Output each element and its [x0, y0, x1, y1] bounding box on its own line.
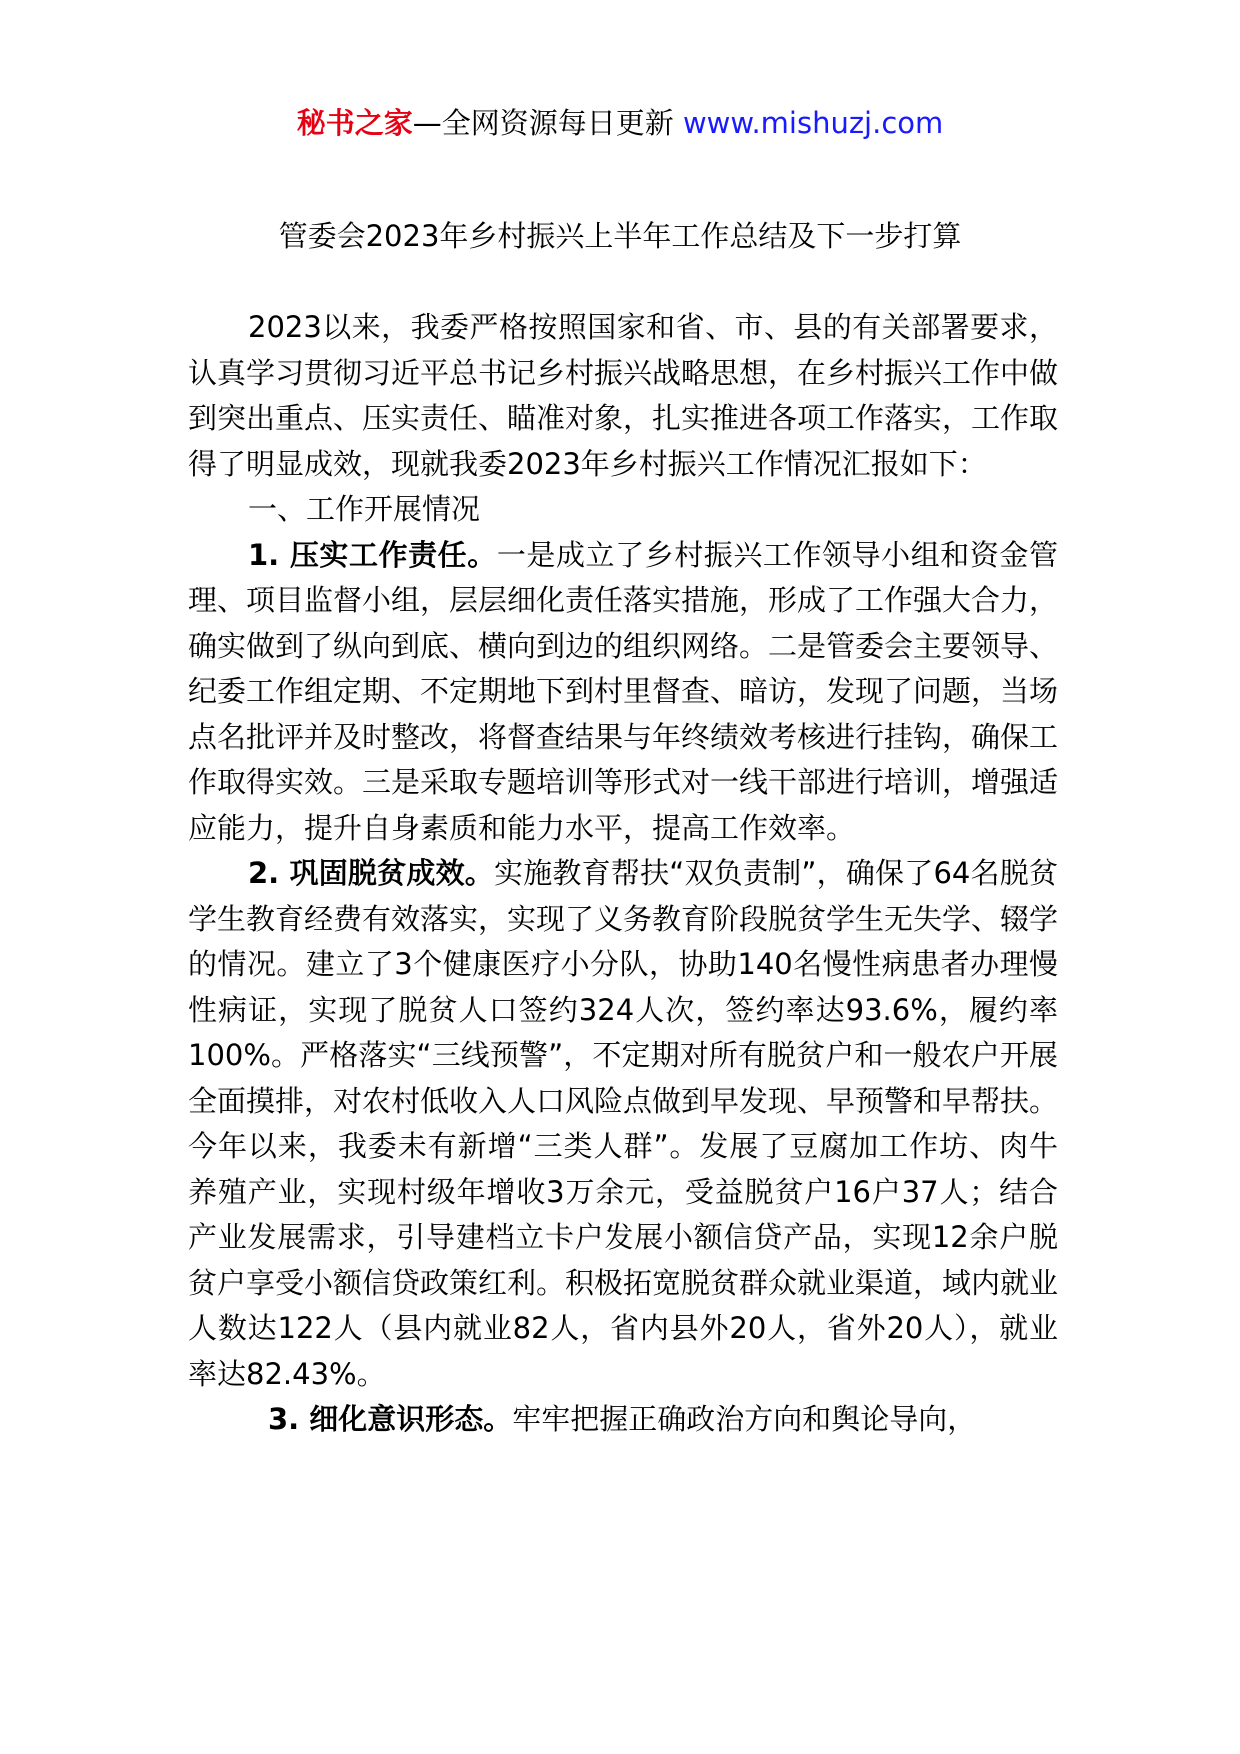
item-1-text: 一是成立了乡村振兴工作领导小组和资金管理、项目监督小组，层层细化责任落实措施，形成了工作强大合力，确实做到了纵向到底、横向到边的组织网络。二是管委会主要领导、纪委工作组定期、不定期地下到村里督查、暗访，发现了问题，当场点名批评并及时整改，将督查结果与年终绩效考核进行挂钩，确保工作取得实效。三是采取专题培训等形式对一线干部进行培训，增强适应能力，提升自身素质和能力水平，提高工作效率。 [188, 537, 1059, 845]
page-header [0, 103, 1240, 143]
item-3-paragraph [188, 1397, 1058, 1443]
header-tagline: —全网资源每日更新 [412, 106, 674, 140]
intro-paragraph: 2023以来，我委严格按照国家和省、市、县的有关部署要求，认真学习贯彻习近平总书记乡村振兴战略思想，在乡村振兴工作中做到突出重点、压实责任、瞄准对象，扎实推进各项工作落实，工作取得了明显成效，现就我委2023年乡村振兴工作情况汇报如下： [188, 310, 1059, 481]
item-2-paragraph [188, 851, 1058, 1397]
item-2-text: 实施教育帮扶“双负责制”，确保了64名脱贫学生教育经费有效落实，实现了义务教育阶段脱贫学生无失学、辍学的情况。建立了3个健康医疗小分队，协助140名慢性病患者办理慢性病证，实现了脱贫人口签约324人次，签约率达93.6%，履约率100%。严格落实“三线预警”，不定期对所有脱贫户和一般农户开展全面摸排，对农村低收入人口风险点做到早发现、早预警和早帮扶。今年以来，我委未有新增“三类人群”。发展了豆腐加工作坊、肉牛养殖产业，实现村级年增收3万余元，受益脱贫户16户37人；结合产业发展需求，引导建档立卡户发展小额信贷产品，实现12余户脱贫户享受小额信贷政策红利。积极拓宽脱贫群众就业渠道，域内就业人数达122人（县内就业82人，省内县外20人，省外20人），就业率达82.43%。 [188, 856, 1059, 1391]
item-3-text: 牢牢把握正确政治方向和舆论导向， [512, 1402, 977, 1436]
header-url-link[interactable]: www.mishuzj.com [682, 106, 944, 140]
section-heading: 一、工作开展情况 [248, 492, 481, 526]
header-brand: 秘书之家 [296, 106, 413, 140]
item-1-lead: 1. 压实工作责任。 [248, 537, 497, 572]
item-3-lead: 3. 细化意识形态。 [268, 1402, 513, 1436]
item-2-lead: 2. 巩固脱贫成效。 [248, 856, 494, 890]
document-title: 管委会2023年乡村振兴上半年工作总结及下一步打算 [278, 219, 962, 253]
item-1-paragraph [188, 533, 1058, 852]
document-body [188, 305, 1058, 1443]
